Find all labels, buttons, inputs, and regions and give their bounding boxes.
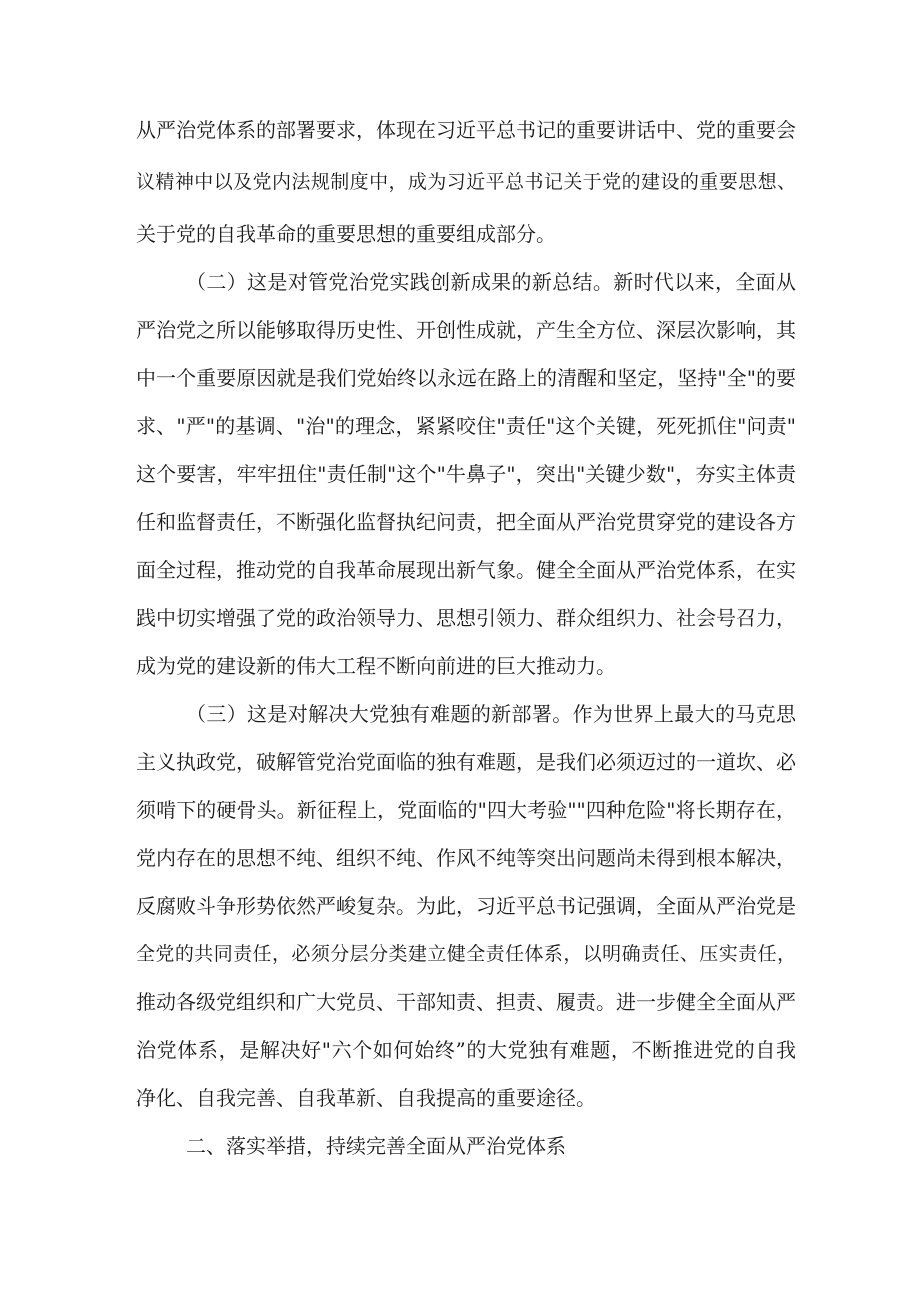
paragraph-3-line-9: 净化、自我完善、自我革新、自我提高的重要途径。 [136, 1086, 596, 1110]
paragraph-2-line-7: 面全过程，推动党的自我革命展现出新气象。健全全面从严治党体系，在实 [136, 558, 796, 582]
paragraph-2-line-1: （二）这是对管党治党实践创新成果的新总结。新时代以来，全面从 [186, 270, 796, 294]
paragraph-1-line-1: 从严治党体系的部署要求，体现在习近平总书记的重要讲话中、党的重要会 [136, 118, 796, 142]
section-heading: 二、落实举措，持续完善全面从严治党体系 [186, 1134, 566, 1158]
paragraph-3-line-4: 党内存在的思想不纯、组织不纯、作风不纯等突出问题尚未得到根本解决， [136, 846, 796, 870]
paragraph-3-line-3: 须啃下的硬骨头。新征程上，党面临的"四大考验""四种危险"将长期存在， [136, 798, 796, 822]
paragraph-2-line-6: 任和监督责任，不断强化监督执纪问责，把全面从严治党贯穿党的建设各方 [136, 510, 796, 534]
paragraph-2-line-9: 成为党的建设新的伟大工程不断向前进的巨大推动力。 [136, 654, 616, 678]
paragraph-3-line-8: 治党体系，是解决好"六个如何始终”的大党独有难题，不断推进党的自我 [136, 1038, 796, 1062]
paragraph-3-line-5: 反腐败斗争形势依然严峻复杂。为此，习近平总书记强调，全面从严治党是 [136, 894, 796, 918]
paragraph-1-line-2: 议精神中以及党内法规制度中，成为习近平总书记关于党的建设的重要思想、 [136, 171, 796, 193]
paragraph-2-line-5: 这个要害，牢牢扭住"责任制"这个"牛鼻子"，突出"关键少数"，夯实主体责 [136, 462, 796, 486]
paragraph-2-line-2: 严治党之所以能够取得历史性、开创性成就，产生全方位、深层次影响，其 [136, 318, 796, 342]
paragraph-3-line-6: 全党的共同责任，必须分层分类建立健全责任体系，以明确责任、压实责任， [136, 943, 796, 965]
paragraph-1-line-3: 关于党的自我革命的重要思想的重要组成部分。 [136, 222, 556, 246]
paragraph-2-line-4: 求、"严"的基调、"治"的理念，紧紧咬住"责任"这个关键，死死抓住"问责" [136, 414, 796, 438]
paragraph-2-line-8: 践中切实增强了党的政治领导力、思想引领力、群众组织力、社会号召力， [136, 606, 796, 630]
paragraph-3-line-2: 主义执政党，破解管党治党面临的独有难题，是我们必须迈过的一道坎、必 [136, 750, 796, 774]
paragraph-3-line-1: （三）这是对解决大党独有难题的新部署。作为世界上最大的马克思 [186, 702, 796, 726]
paragraph-2-line-3: 中一个重要原因就是我们党始终以永远在路上的清醒和坚定，坚持"全"的要 [136, 366, 796, 390]
paragraph-3-line-7: 推动各级党组织和广大党员、干部知责、担责、履责。进一步健全全面从严 [136, 990, 796, 1014]
